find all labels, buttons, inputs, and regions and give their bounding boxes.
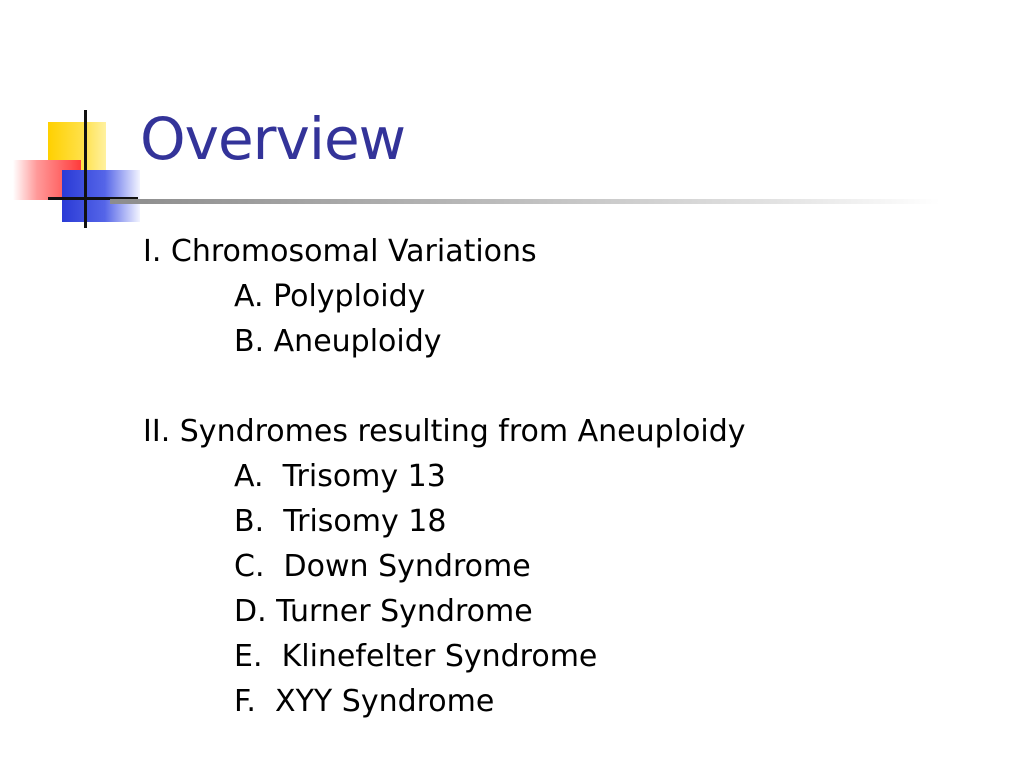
- vertical-line-decoration: [84, 110, 87, 228]
- list-item: B. Trisomy 18: [234, 504, 447, 539]
- list-item: A. Polyploidy: [234, 279, 426, 314]
- list-item: D. Turner Syndrome: [234, 594, 533, 629]
- list-item: A. Trisomy 13: [234, 459, 446, 494]
- list-item: C. Down Syndrome: [234, 549, 531, 584]
- blue-square-decoration: [62, 170, 140, 222]
- slide-logo-graphic: [0, 0, 150, 240]
- section-heading: I. Chromosomal Variations: [143, 234, 537, 269]
- slide-body: [143, 229, 1003, 724]
- title-underline: [110, 199, 940, 204]
- list-item: F. XYY Syndrome: [234, 684, 495, 719]
- spacer: [143, 364, 1003, 409]
- slide-title: Overview: [140, 105, 406, 173]
- section-heading: II. Syndromes resulting from Aneuploidy: [143, 414, 746, 449]
- list-item: B. Aneuploidy: [234, 324, 442, 359]
- list-item: E. Klinefelter Syndrome: [234, 639, 598, 674]
